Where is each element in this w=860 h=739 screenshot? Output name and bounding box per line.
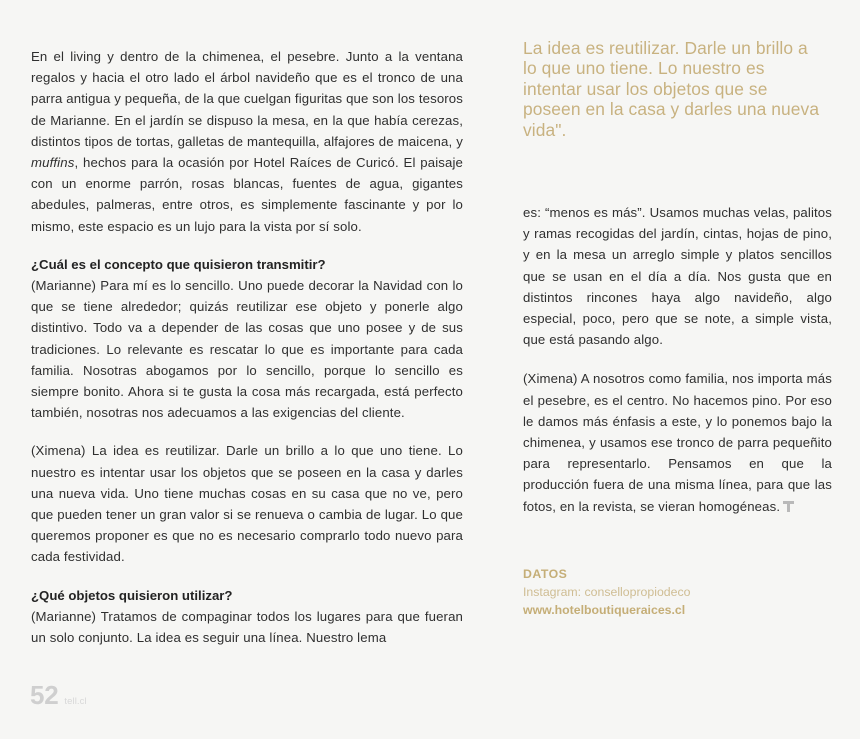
datos-website[interactable]: www.hotelboutiqueraices.cl [523,603,686,617]
page-footer [30,682,87,708]
paragraph-intro [31,46,463,237]
question-heading-objetos: ¿Qué objetos quisieron utilizar? [31,587,233,603]
datos-block [523,565,832,619]
question-heading-concepto: ¿Cuál es el concepto que quisieron transmitir? [31,256,326,272]
left-column [31,46,463,648]
datos-instagram: Instagram: consellopropiodeco [523,585,691,599]
right-column [523,202,832,517]
answer-marianne-objetos: (Marianne) Tratamos de compaginar todos los lugares para que fueran un solo conjunto. La idea es seguir una línea. Nuestro lema [31,608,463,646]
paragraph-intro-part2: , hechos para la ocasión por Hotel Raíces de Curicó. El paisaje con un enorme parrón, rosas blancas, fuentes de agua, gigantes abedules, palmeras, entre otros, es simplemente fascinante y por lo mismo, este espacio es un lujo para la vista por sí solo. [31,155,463,234]
right-paragraph-ximena-text: (Ximena) A nosotros como familia, nos importa más el pesebre, es el centro. No hacemos pino. Por eso le damos más énfasis a este, y lo ponemos bajo la chimenea, y usamos ese tronco de parra pequeñito para representarlo. Pensamos en que la producción fuera de una misma línea, para que las fotos, en la revista, se vieran homogéneas. [523,371,832,514]
paragraph-intro-italic-word: muffins [31,155,75,171]
pull-quote: La idea es reutilizar. Darle un brillo a lo que uno tiene. Lo nuestro es intentar usar los objetos que se poseen en la casa y darles una nueva vida". [523,38,820,140]
right-paragraph-ximena-pesebre [523,368,832,516]
answer-marianne-concepto: (Marianne) Para mí es lo sencillo. Uno puede decorar la Navidad con lo que se tiene alrededor; quizás reutilizar ese objeto y ponerle algo distintivo. Todo va a depender de las cosas que uno posee y de sus tradiciones. Lo relevante es rescatar lo que es importante para cada familia. Nosotras abogamos por lo sencillo, porque lo sencillo es siempre bonito. Ahora si te gusta la cosa más recargada, está perfecto también, nosotras nos adecuamos a las exigencias del cliente. [31,278,463,421]
end-of-article-mark-icon [783,501,794,512]
paragraph-intro-part1: En el living y dentro de la chimenea, el pesebre. Junto a la ventana regalos y hacia el otro lado el árbol navideño que es el tronco de una parra antigua y pequeña, de la que cuelgan figuritas que son los tesoros de Marianne. En el jardín se dispuso la mesa, en la que había cerezas, distintos tipos de tortas, galletas de mantequilla, alfajores de maicena, y [31,49,463,149]
right-paragraph-lema: es: “menos es más”. Usamos muchas velas, palitos y ramas recogidas del jardín, cintas, hojas de pino, y en la mesa un arreglo simple y platos sencillos que se usan en el día a día. Nos gusta que en distintos rincones haya algo navideño, algo especial, poco, pero que se note, a simple vista, que está pasando algo. [523,205,832,348]
datos-title: DATOS [523,567,568,581]
footer-brand: tell.cl [64,696,87,707]
answer-ximena-reutilizar: (Ximena) La idea es reutilizar. Darle un brillo a lo que uno tiene. Lo nuestro es intentar usar los objetos que se poseen en la casa y darles una nueva vida. Uno tiene muchas cosas en su casa que no ve, pero que pueden tener un gran valor si se renueva o cambia de lugar. Lo que queremos proponer es que no es necesario comprarlo todo nuevo para cada festividad. [31,443,463,565]
page-number: 52 [30,680,59,710]
